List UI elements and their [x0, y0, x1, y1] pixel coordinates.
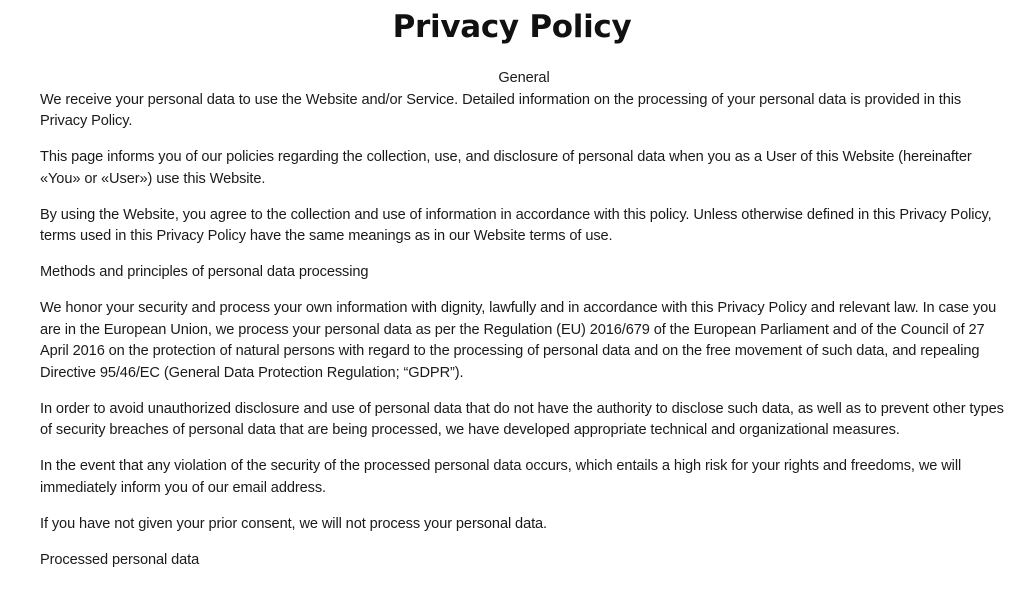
- paragraph-security-measures: In order to avoid unauthorized disclosure and use of personal data that do not have the authority to disclose such data, as well as to prevent other types of security breaches of personal data that are being processed, we have developed appropriate technical and organizational measures.: [40, 400, 1004, 438]
- section-heading-processed-data: Processed personal data: [40, 551, 200, 568]
- paragraph-page-informs: This page informs you of our policies regarding the collection, use, and disclosure of personal data when you as a User of this Website (hereinafter «You» or «User») use this Website.: [40, 149, 972, 187]
- section-heading-methods: Methods and principles of personal data processing: [40, 264, 369, 280]
- paragraph-intro: We receive your personal data to use the Website and/or Service. Detailed information on the processing of your personal data is provided in this Privacy Policy.: [40, 91, 962, 129]
- paragraph-consent: If you have not given your prior consent, we will not process your personal data.: [40, 515, 548, 532]
- paragraph-breach-notice: In the event that any violation of the security of the processed personal data occurs, which entails a high risk for your rights and freedoms, we will immediately inform you of our email address.: [40, 458, 962, 496]
- page-title: Privacy Policy: [392, 9, 632, 45]
- section-heading-general: General: [498, 70, 550, 86]
- paragraph-agreement: By using the Website, you agree to the collection and use of information in accordance with this policy. Unless otherwise defined in this Privacy Policy, terms used in this Privacy Policy have the same meanings as in our Website terms of use.: [40, 206, 992, 244]
- paragraph-gdpr: We honor your security and process your own information with dignity, lawfully and in accordance with this Privacy Policy and relevant law. In case you are in the European Union, we process your personal data as per the Regulation (EU) 2016/679 of the European Parliament and of the Council of 27 April 2016 on the protection of natural persons with regard to the processing of personal data and on the free movement of such data, and repealing Directive 95/46/EC (General Data Protection Regulation; “GDPR”).: [40, 300, 997, 381]
- policy-content: [40, 68, 1008, 586]
